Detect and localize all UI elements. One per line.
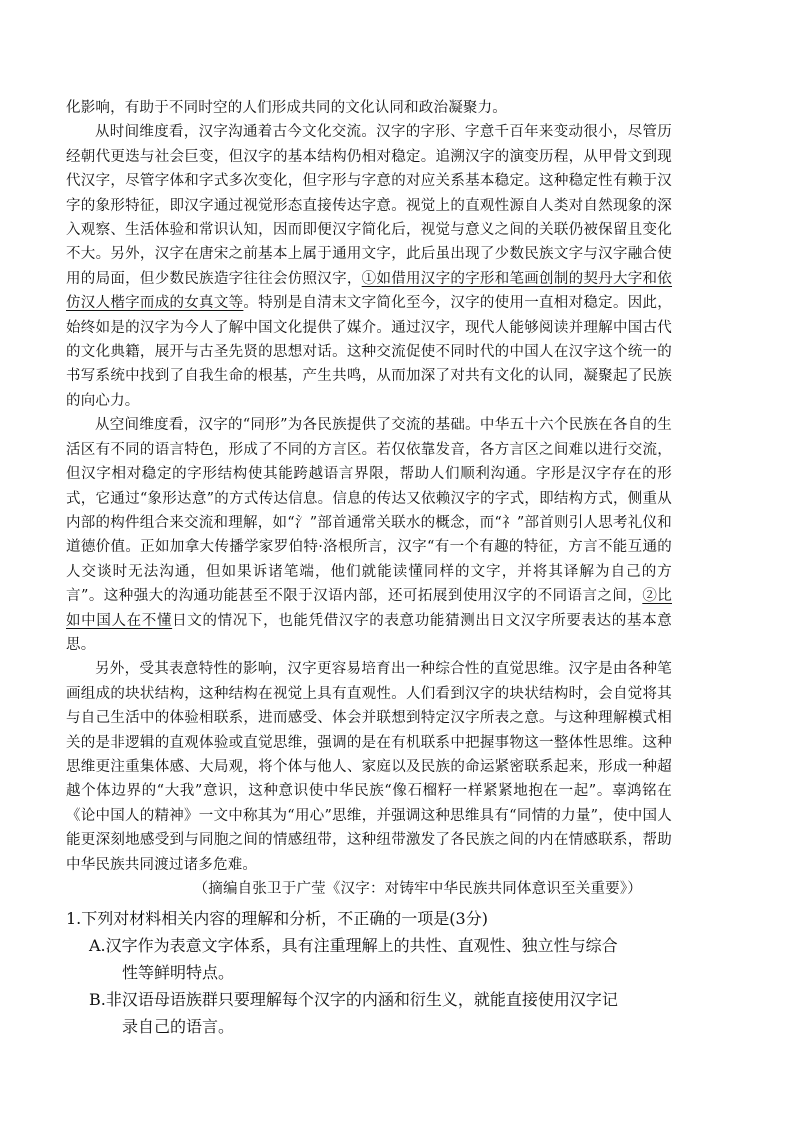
option-b	[66, 986, 676, 1040]
passage-paragraph	[66, 413, 672, 657]
paragraph-text: 。特别是自清末文字简化至今，汉字的使用一直相对稳定。因此，始终如是的汉字为今人了解中国文化提供了媒介。通过汉字，现代人能够阅读并理解中国古代的文化典籍，展开与古圣先贤的思想对话。这种交流促使不同时代的中国人在汉字这个统一的书写系统中找到了自我生命的根基，产生共鸣，从而加深了对共有文化的认同，凝聚起了民族的向心力。	[66, 295, 672, 409]
option-a-line-2: 性等鲜明特点。	[122, 963, 235, 982]
option-b-line-2: 录自己的语言。	[122, 1017, 235, 1036]
option-a	[66, 932, 676, 986]
option-a-line-1: A.汉字作为表意文字体系，具有注重理解上的共性、直观性、独立性与综合	[89, 936, 618, 955]
question-block	[66, 905, 676, 1040]
passage-paragraph	[66, 120, 672, 413]
passage-paragraph	[66, 96, 672, 120]
option-b-line-1: B.非汉语母语族群只要理解每个汉字的内涵和衍生义，就能直接使用汉字记	[89, 990, 618, 1009]
underlined-sentence-1: ①如借用汉字的字形和笔画创制的契丹大字和依仿汉人楷字而成的女真文等	[66, 270, 673, 312]
reading-passage	[66, 96, 672, 901]
paragraph-text: 从时间维度看，汉字沟通着古今文化交流。汉字的字形、字意千百年来变动很小，尽管历经朝代更迭与社会巨变，但汉字的基本结构仍相对稳定。追溯汉字的演变历程，从甲骨文到现代汉字，尽管字体和字式多次变化，但字形与字意的对应关系基本稳定。这种稳定性有赖于汉字的象形特征，即汉字通过视觉形态直接传达字意。视觉上的直观性源自人类对自然现象的深入观察、生活体验和常识认知，因而即便汉字简化后，视觉与意义之间的关联仍被保留且变化不大。另外，汉字在唐宋之前基本上属于通用文字，此后虽出现了少数民族文字与汉字融合使用的局面，但少数民族造字往往会仿照汉字，	[66, 124, 672, 287]
paragraph-text: 从空间维度看，汉字的“同形”为各民族提供了交流的基础。中华五十六个民族在各自的生活区有不同的语言特色，形成了不同的方言区。若仅依靠发音，各方言区之间难以进行交流，但汉字相对稳定的字形结构使其能跨越语言界限，帮助人们顺利沟通。字形是汉字存在的形式，它通过“象形达意”的方式传达信息。信息的传达又依赖汉字的字式，即结构方式，侧重从内部的构件组合来交流和理解，如“氵”部首通常关联水的概念，而“礻”部首则引人思考礼仪和道德价值。正如加拿大传播学家罗伯特·洛根所言，汉字“有一个有趣的特征，方言不能互通的人交谈时无法沟通，但如果诉诸笔端，他们就能读懂同样的文字，并将其译解为自己的方言”。这种强大的沟通功能甚至不限于汉语内部，还可拓展到使用汉字的不同语言之间，	[66, 417, 672, 605]
passage-paragraph	[66, 657, 672, 877]
paragraph-text: 日文的情况下，也能凭借汉字的表意功能猜测出日文汉字所要表达的基本意思。	[66, 612, 672, 653]
question-title: 1.下列对材料相关内容的理解和分析，不正确的一项是(3分)	[66, 909, 488, 928]
underlined-sentence-2: ②比如中国人在不懂	[66, 588, 672, 629]
paragraph-text: 另外，受其表意特性的影响，汉字更容易培育出一种综合性的直觉思维。汉字是由各种笔画组成的块状结构，这种结构在视觉上具有直观性。人们看到汉字的块状结构时，会自觉将其与自己生活中的体验相联系，进而感受、体会并联想到特定汉字所表之意。与这种理解模式相关的是非逻辑的直观体验或直觉思维，强调的是在有机联系中把握事物这一整体性思维。这种思维更注重集体感、大局观，将个体与他人、家庭以及民族的命运紧密联系起来，形成一种超越个体边界的“大我”意识，这种意识使中华民族“像石榴籽一样紧紧地抱在一起”。辜鸿铭在《论中国人的精神》一文中称其为“用心”思维，并强调这种思维具有“同情的力量”，使中国人能更深刻地感受到与同胞之间的情感纽带，这种纽带激发了各民族之间的内在情感联系，帮助中华民族共同渡过诸多危难。	[66, 661, 672, 873]
source-citation: （摘编自张卫于广莹《汉字：对铸牢中华民族共同体意识至关重要》）	[193, 881, 642, 897]
paragraph-text: 化影响，有助于不同时空的人们形成共同的文化认同和政治凝聚力。	[66, 100, 507, 116]
